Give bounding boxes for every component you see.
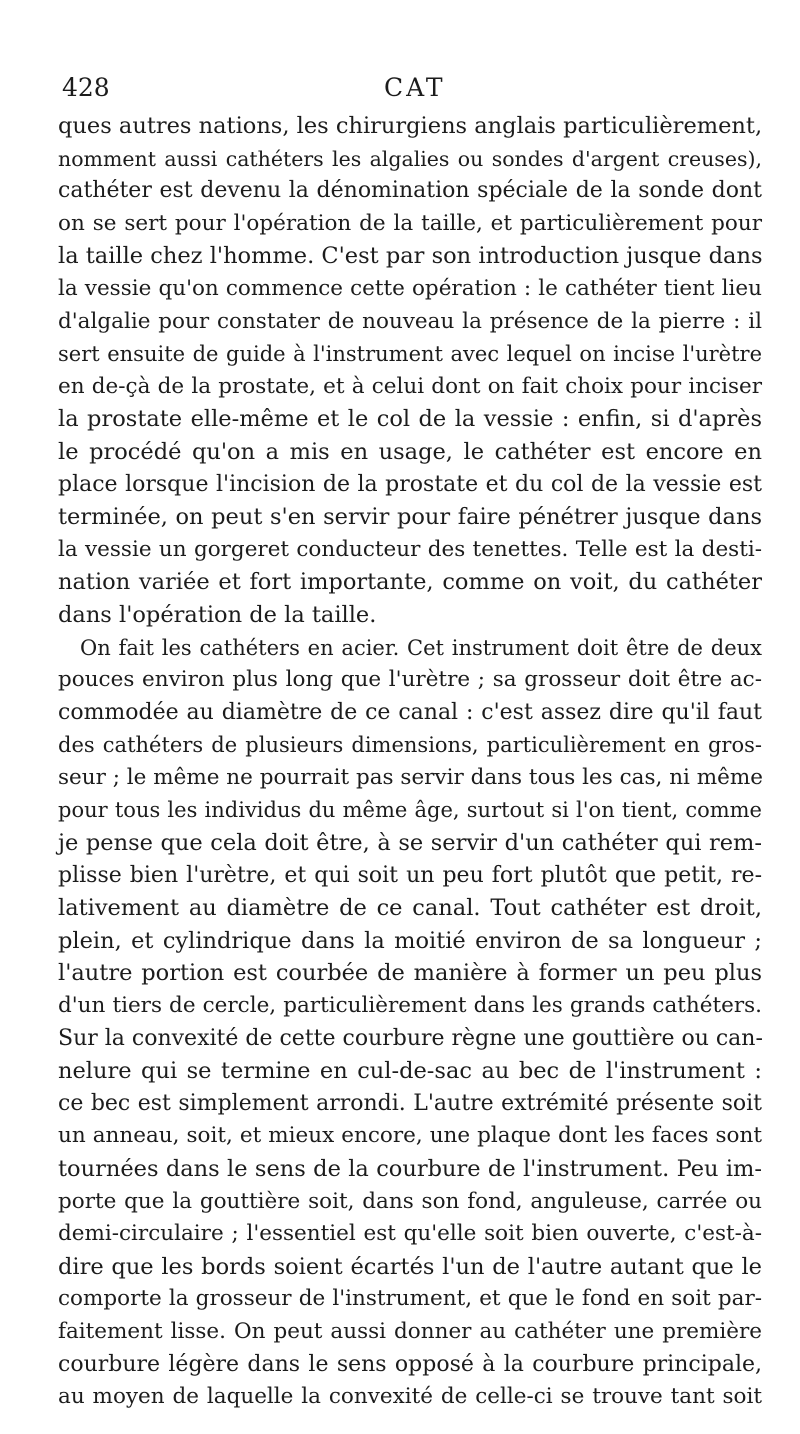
text-line: Sur la convexité de cette courbure règne une gouttière ou can- [58, 1025, 763, 1051]
text-line: nomment aussi cathéters les algalies ou sondes d'argent creuses), [58, 146, 762, 171]
text-line: tournées dans le sens de la courbure de l'instrument. Peu im- [58, 1156, 762, 1182]
text-line: plisse bien l'urètre, et qui soit un peu fort plutôt que petit, re- [58, 862, 762, 888]
text-line: je pense que cela doit être, à se servir d'un cathéter qui rem- [58, 830, 762, 857]
text-line: demi-circulaire ; l'essentiel est qu'elle soit bien ouverte, c'est-à- [58, 1221, 762, 1247]
text-line: courbure légère dans le sens opposé à la courbure principale, [58, 1351, 762, 1377]
text-line: plein, et cylindrique dans la moitié environ de sa longueur ; [58, 927, 762, 954]
text-line: seur ; le même ne pourrait pas servir dans tous les cas, ni même [58, 764, 763, 790]
text-line: pour tous les individus du même âge, surtout si l'on tient, comme [58, 798, 762, 823]
running-head: CAT [384, 73, 446, 102]
text-line: d'algalie pour constater de nouveau la présence de la pierre : il [58, 308, 762, 334]
text-line: faitement lisse. On peut aussi donner au cathéter une première [58, 1318, 762, 1344]
text-line: ce bec est simplement arrondi. L'autre extrémité présente soit [58, 1090, 762, 1116]
text-line: au moyen de laquelle la convexité de celle-ci se trouve tant soit [58, 1384, 762, 1410]
page-number: 428 [62, 73, 110, 102]
text-line: lativement au diamètre de ce canal. Tout cathéter est droit, [58, 895, 762, 922]
text-line: nelure qui se termine en cul-de-sac au bec de l'instrument : [58, 1058, 762, 1085]
text-line: cathéter est devenu la dénomination spéciale de la sonde dont [58, 178, 762, 204]
text-line: place lorsque l'incision de la prostate et du col de la vessie est [58, 471, 762, 497]
text-line: on se sert pour l'opération de la taille, et particulièrement pour [58, 210, 762, 236]
text-line: la prostate elle-même et le col de la vessie : enfin, si d'après [58, 406, 762, 433]
text-line: pouces environ plus long que l'urètre ; sa grosseur doit être ac- [58, 667, 762, 693]
text-line: la vessie un gorgeret conducteur des tenettes. Telle est la desti- [58, 536, 762, 562]
text-line: le procédé qu'on a mis en usage, le cathéter est encore en [58, 438, 762, 465]
text-line: sert ensuite de guide à l'instrument avec lequel on incise l'urètre [58, 342, 762, 367]
text-line: dans l'opération de la taille. [58, 601, 377, 628]
text-line: ques autres nations, les chirurgiens anglais particulièrement, [58, 113, 763, 139]
text-line: la taille chez l'homme. C'est par son introduction jusque dans [58, 243, 763, 270]
text-line: comporte la grosseur de l'instrument, et que le fond en soit par- [58, 1286, 762, 1312]
page-header [62, 72, 762, 108]
text-line: On fait les cathéters en acier. Cet instrument doit être de deux [80, 635, 762, 660]
text-line: dire que les bords soient écartés l'un de l'autre autant que le [58, 1253, 762, 1280]
text-line: nation variée et fort importante, comme on voit, du cathéter [58, 569, 762, 596]
text-line: un anneau, soit, et mieux encore, une plaque dont les faces sont [58, 1123, 762, 1149]
text-line: l'autre portion est courbée de manière à former un peu plus [58, 960, 762, 987]
text-line: d'un tiers de cercle, particulièrement dans les grands cathéters. [58, 993, 762, 1019]
text-line: porte que la gouttière soit, dans son fond, anguleuse, carrée ou [58, 1188, 762, 1214]
body-text [58, 110, 762, 1414]
text-line: terminée, on peut s'en servir pour faire pénétrer jusque dans [58, 504, 762, 531]
text-line: des cathéters de plusieurs dimensions, particulièrement en gros- [58, 733, 762, 758]
text-line: la vessie qu'on commence cette opération : le cathéter tient lieu [58, 275, 762, 301]
text-line: en de-çà de la prostate, et à celui dont on fait choix pour inciser [58, 373, 762, 399]
text-line: commodée au diamètre de ce canal : c'est assez dire qu'il faut [58, 699, 762, 725]
